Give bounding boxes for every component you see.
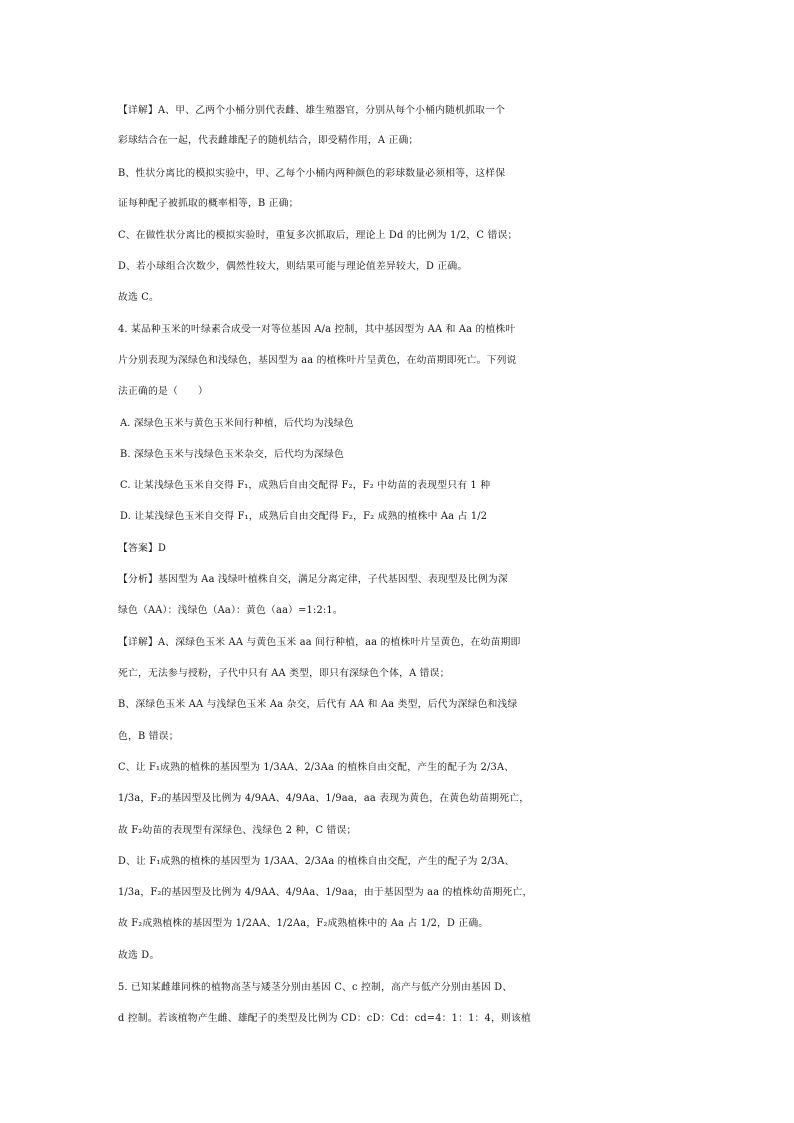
text-line: C、让 F₁成熟的植株的基因型为 1/3AA、2/3Aa 的植株自由交配，产生的配子为 2/3A、	[118, 762, 515, 773]
option-d: D. 让某浅绿色玉米自交得 F₁，成熟后自由交配得 F₂，F₂ 成熟的植株中 Aa 占 1/2	[120, 511, 488, 522]
text-line: 故 F₂幼苗的表现型有深绿色、浅绿色 2 种，C 错误；	[118, 825, 357, 836]
text-line: 证每种配子被抓取的概率相等，B 正确；	[118, 198, 299, 209]
text-line: d 控制。若该植物产生雌、雄配子的类型及比例为 CD：cD：Cd：cd=4：1：1：4，则该植	[118, 1013, 531, 1024]
text-line: 故选 C。	[118, 292, 160, 303]
text-line: 片分别表现为深绿色和浅绿色，基因型为 aa 的植株叶片呈黄色，在幼苗期即死亡。下列说	[118, 355, 517, 366]
question-4-stem: 4. 某品种玉米的叶绿素合成受一对等位基因 A/a 控制，其中基因型为 AA 和 Aa 的植株叶	[118, 324, 516, 335]
text-line: B、性状分离比的模拟实验中，甲、乙每个小桶内两种颜色的彩球数量必须相等，这样保	[118, 168, 506, 179]
text-line: 死亡，无法参与授粉，子代中只有 AA 类型，即只有深绿色个体，A 错误；	[118, 668, 450, 679]
text-line: 彩球结合在一起，代表雌雄配子的随机结合，即受精作用，A 正确；	[118, 135, 419, 146]
text-line: 绿色（AA）：浅绿色（Aa）：黄色（aa）=1:2:1。	[118, 605, 343, 616]
text-line: 法正确的是（ ）	[118, 386, 208, 397]
text-line: 【详解】A、甲、乙两个小桶分别代表雌、雄生殖器官，分别从每个小桶内随机抓取一个	[118, 105, 506, 116]
answer-line: 【答案】D	[118, 543, 167, 554]
text-line: 1/3a，F₂的基因型及比例为 4/9AA、4/9Aa、1/9aa，aa 表现为黄色，在黄色幼苗期死亡，	[118, 793, 530, 804]
text-line: D、让 F₁成熟的植株的基因型为 1/3AA、2/3Aa 的植株自由交配，产生的配子为 2/3A、	[118, 856, 515, 867]
option-b: B. 深绿色玉米与浅绿色玉米杂交，后代均为深绿色	[120, 449, 344, 460]
text-line: D、若小球组合次数少，偶然性较大，则结果可能与理论值差异较大，D 正确。	[118, 261, 468, 272]
text-line: 故选 D。	[118, 950, 160, 961]
text-line: 1/3a，F₂的基因型及比例为 4/9AA、4/9Aa、1/9aa，由于基因型为 aa 的植株幼苗期死亡，	[118, 887, 533, 898]
text-line: C、在做性状分离比的模拟实验时，重复多次抓取后，理论上 Dd 的比例为 1/2，C 错误；	[118, 230, 518, 241]
text-line: 故 F₂成熟植株的基因型为 1/2AA、1/2Aa，F₂成熟植株中的 Aa 占 1/2，D 正确。	[118, 918, 489, 929]
text-line: B、深绿色玉米 AA 与浅绿色玉米 Aa 杂交，后代有 AA 和 Aa 类型，后代为深绿色和浅绿	[118, 699, 518, 710]
option-c: C. 让某浅绿色玉米自交得 F₁，成熟后自由交配得 F₂，F₂ 中幼苗的表现型只有 1 种	[120, 480, 491, 491]
analysis-line: 【分析】基因型为 Aa 浅绿叶植株自交，满足分离定律，子代基因型、表现型及比例为深	[118, 574, 508, 585]
explanation-line: 【详解】A、深绿色玉米 AA 与黄色玉米 aa 间行种植，aa 的植株叶片呈黄色，在幼苗期即	[118, 637, 521, 648]
option-a: A. 深绿色玉米与黄色玉米间行种植，后代均为浅绿色	[120, 418, 354, 429]
text-line: 色，B 错误；	[118, 731, 179, 742]
question-5-stem: 5. 已知某雌雄同株的植物高茎与矮茎分别由基因 C、c 控制，高产与低产分别由基因 D、	[118, 982, 513, 993]
